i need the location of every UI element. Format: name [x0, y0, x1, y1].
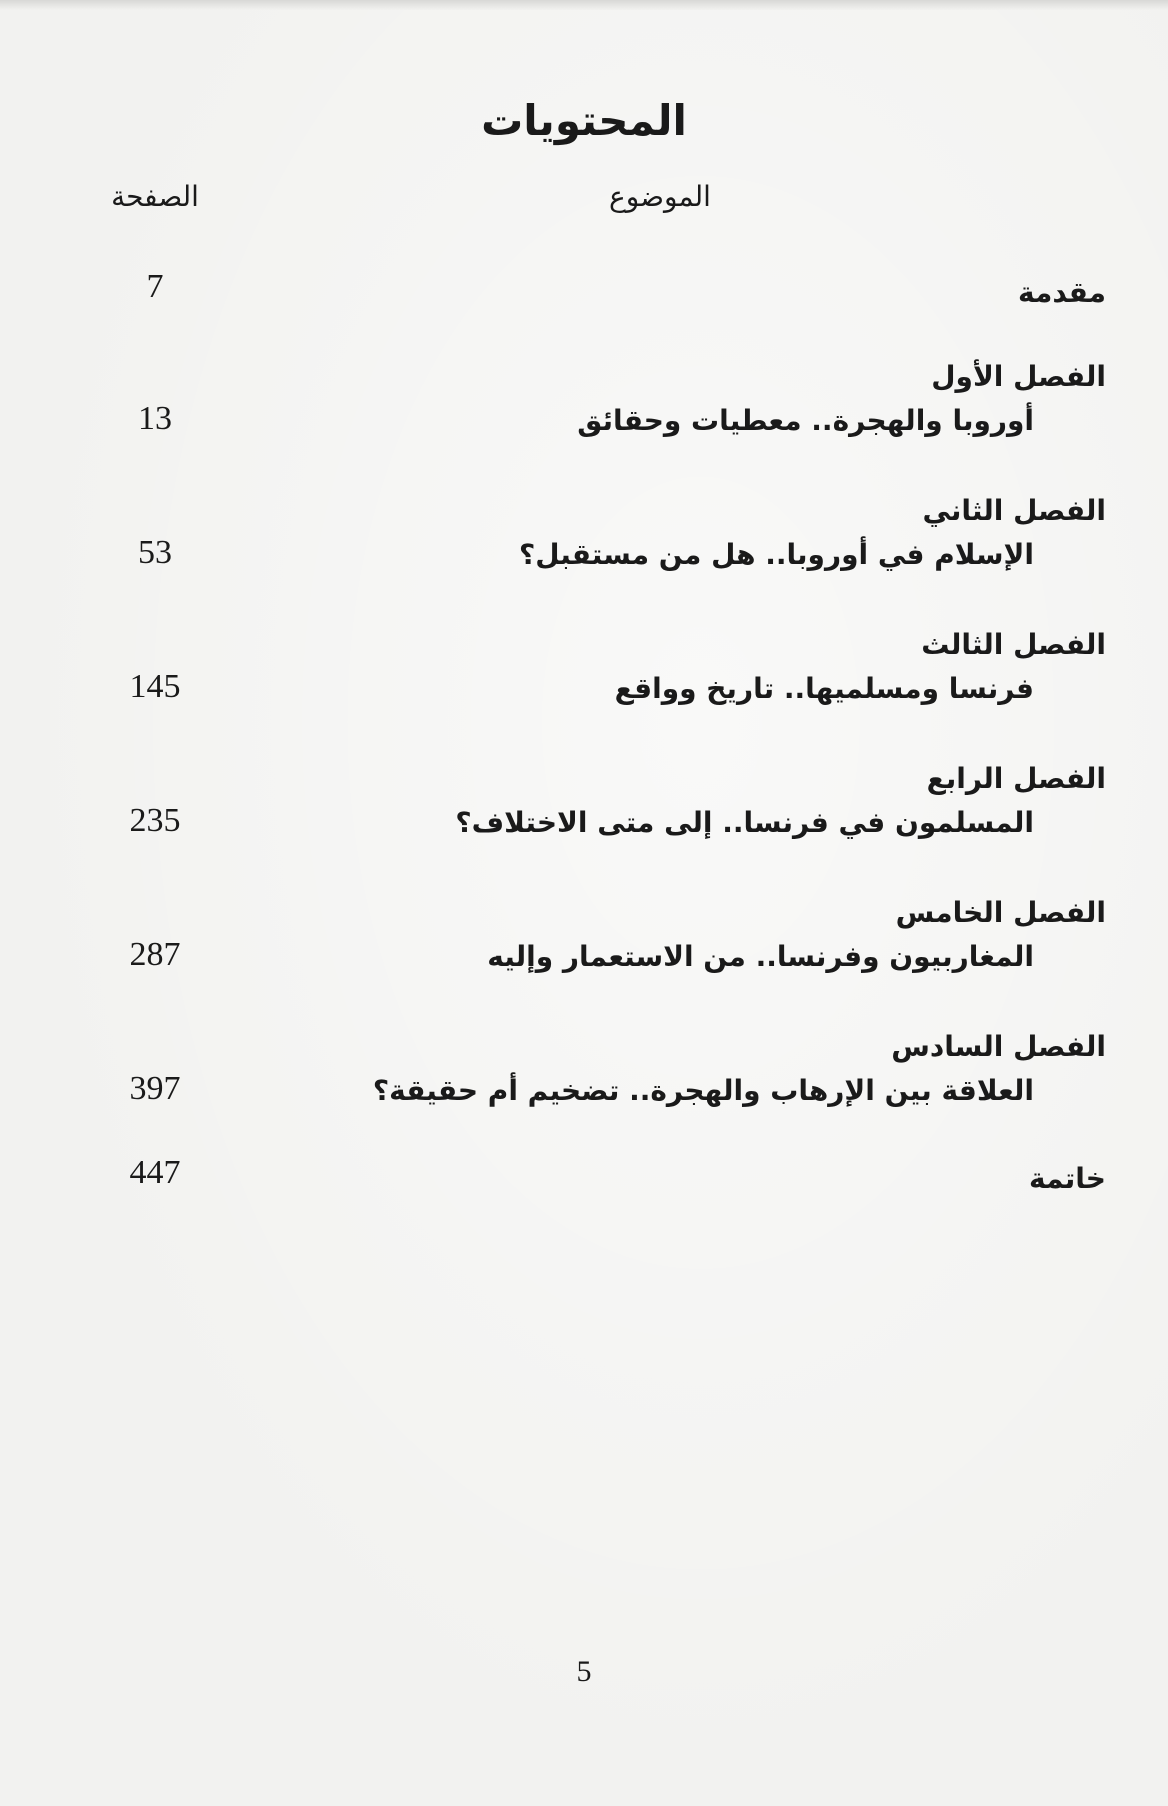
toc-entry-chapter-6: [0, 1030, 1168, 1107]
chapter-label: الفصل الثالث: [921, 628, 1106, 661]
chapter-subtitle: العلاقة بين الإرهاب والهجرة.. تضخيم أم حقيقة؟: [372, 1074, 1034, 1107]
toc-entry-intro: [0, 268, 1168, 338]
page-number: 5: [576, 1655, 592, 1688]
chapter-subtitle: الإسلام في أوروبا.. هل من مستقبل؟: [518, 538, 1034, 571]
chapter-subtitle: المغاربيون وفرنسا.. من الاستعمار وإليه: [487, 940, 1034, 973]
entry-page-number: 287: [129, 936, 181, 973]
entry-page-number: 7: [146, 268, 164, 305]
scan-edge: [0, 0, 1168, 10]
chapter-label: الفصل الخامس: [895, 896, 1106, 929]
toc-entry-chapter-4: [0, 762, 1168, 839]
chapter-label: الفصل الأول: [931, 360, 1106, 393]
toc-entry-chapter-1: [0, 360, 1168, 437]
toc-entry-chapter-2: [0, 494, 1168, 571]
entry-page-number: 397: [129, 1070, 181, 1107]
entry-title: خاتمة: [1029, 1162, 1106, 1195]
entry-title: مقدمة: [1018, 276, 1106, 309]
entry-page-number: 145: [129, 668, 181, 705]
chapter-label: الفصل الثاني: [922, 494, 1106, 527]
chapter-label: الفصل السادس: [891, 1030, 1106, 1063]
column-header-page: الصفحة: [111, 180, 199, 213]
toc-entry-chapter-5: [0, 896, 1168, 973]
entry-page-number: 235: [129, 802, 181, 839]
toc-entry-conclusion: [0, 1154, 1168, 1224]
page-title: المحتويات: [481, 96, 687, 145]
chapter-subtitle: أوروبا والهجرة.. معطيات وحقائق: [577, 404, 1034, 437]
chapter-subtitle: المسلمون في فرنسا.. إلى متى الاختلاف؟: [455, 806, 1034, 839]
entry-page-number: 447: [129, 1154, 181, 1191]
entry-page-number: 13: [138, 400, 172, 437]
chapter-subtitle: فرنسا ومسلميها.. تاريخ وواقع: [614, 672, 1034, 705]
entry-page-number: 53: [138, 534, 172, 571]
column-header-topic: الموضوع: [609, 180, 711, 213]
toc-entry-chapter-3: [0, 628, 1168, 705]
chapter-label: الفصل الرابع: [926, 762, 1106, 795]
